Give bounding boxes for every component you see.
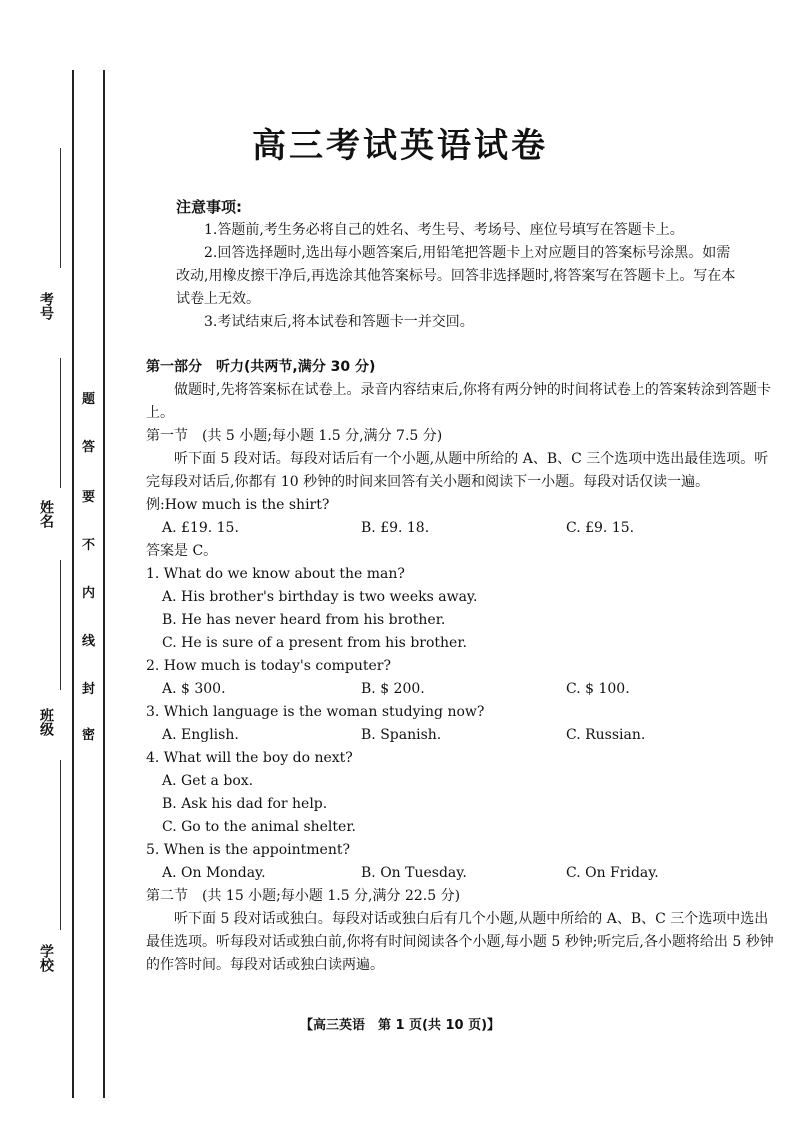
seal-char: 封: [82, 682, 96, 697]
option: B. £9. 18.: [361, 520, 430, 536]
notes-block: [176, 219, 736, 334]
school-label: 学校: [38, 944, 54, 972]
option: C. $ 100.: [566, 681, 630, 697]
question-1: 1. What do we know about the man?: [146, 566, 405, 582]
question-5-options: [146, 862, 776, 885]
section2-instruction: 听下面 5 段对话或独白。每段对话或独白后有几个小题,从题中所给的 A、B、C 三个选项中选出最佳选项。听每段对话或独白前,你将有时间阅读各个小题,每小题 5 秒钟;听完后,各小题将给出 5 秒钟的作答时间。每段对话或独白读两遍。: [146, 911, 774, 973]
option: C. Go to the animal shelter.: [162, 819, 356, 835]
seal-char: 题: [82, 392, 96, 407]
section2-heading: 第二节 (共 15 小题;每小题 1.5 分,满分 22.5 分): [146, 888, 461, 904]
seal-char: 答: [82, 440, 96, 455]
option: C. £9. 15.: [566, 520, 635, 536]
question-2-options: [146, 678, 776, 701]
binding-line-outer: [72, 70, 74, 1098]
example-options: [146, 517, 776, 540]
example-answer: 答案是 C。: [146, 543, 218, 559]
exam-no-label: 考号: [38, 292, 54, 320]
option: A. £19. 15.: [162, 520, 239, 536]
part1-instruction: 做题时,先将答案标在试卷上。录音内容结束后,你将有两分钟的时间将试卷上的答案转涂到答题卡上。: [146, 382, 771, 421]
option: A. English.: [162, 727, 239, 743]
option: B. Ask his dad for help.: [162, 796, 328, 812]
example-question: 例:How much is the shirt?: [146, 497, 330, 513]
note-item: 3.考试结束后,将本试卷和答题卡一并交回。: [204, 314, 474, 330]
option: C. He is sure of a present from his brother.: [162, 635, 467, 651]
question-5: 5. When is the appointment?: [146, 842, 350, 858]
seal-char: 线: [82, 634, 96, 649]
option: C. On Friday.: [566, 865, 659, 881]
section1-heading: 第一节 (共 5 小题;每小题 1.5 分,满分 7.5 分): [146, 428, 443, 444]
part1-block: [146, 356, 776, 977]
page-title: 高三考试英语试卷: [252, 126, 548, 166]
notes-heading: 注意事项:: [176, 198, 242, 216]
seal-char: 要: [82, 490, 96, 505]
school-underline: [60, 760, 61, 930]
question-4: 4. What will the boy do next?: [146, 750, 353, 766]
note-item: 1.答题前,考生务必将自己的姓名、考生号、考场号、座位号填写在答题卡上。: [204, 222, 684, 238]
class-underline: [60, 560, 61, 690]
option: B. Spanish.: [361, 727, 442, 743]
option: B. On Tuesday.: [361, 865, 467, 881]
class-label: 班级: [38, 708, 54, 736]
question-2: 2. How much is today's computer?: [146, 658, 391, 674]
section1-instruction: 听下面 5 段对话。每段对话后有一个小题,从题中所给的 A、B、C 三个选项中选出最佳选项。听完每段对话后,你都有 10 秒钟的时间来回答有关小题和阅读下一小题。每段对话仅读一遍。: [146, 451, 769, 490]
binding-line-inner: [103, 70, 105, 1098]
option: A. $ 300.: [162, 681, 226, 697]
seal-char: 不: [82, 538, 96, 553]
question-3-options: [146, 724, 776, 747]
option: A. His brother's birthday is two weeks away.: [162, 589, 478, 605]
page-footer: 【高三英语 第 1 页(共 10 页)】: [299, 1018, 501, 1033]
seal-char: 密: [82, 728, 96, 743]
part1-heading: 第一部分 听力(共两节,满分 30 分): [146, 359, 376, 375]
option: B. He has never heard from his brother.: [162, 612, 446, 628]
name-label: 姓名: [38, 500, 54, 528]
note-item: 2.回答选择题时,选出每小题答案后,用铅笔把答题卡上对应题目的答案标号涂黑。如需改动,用橡皮擦干净后,再选涂其他答案标号。回答非选择题时,将答案写在答题卡上。写在本试卷上无效。: [176, 245, 736, 307]
option: A. On Monday.: [162, 865, 266, 881]
option: B. $ 200.: [361, 681, 425, 697]
question-3: 3. Which language is the woman studying now?: [146, 704, 485, 720]
seal-char: 内: [82, 586, 96, 601]
option: C. Russian.: [566, 727, 646, 743]
option: A. Get a box.: [162, 773, 254, 789]
name-underline: [60, 358, 61, 488]
